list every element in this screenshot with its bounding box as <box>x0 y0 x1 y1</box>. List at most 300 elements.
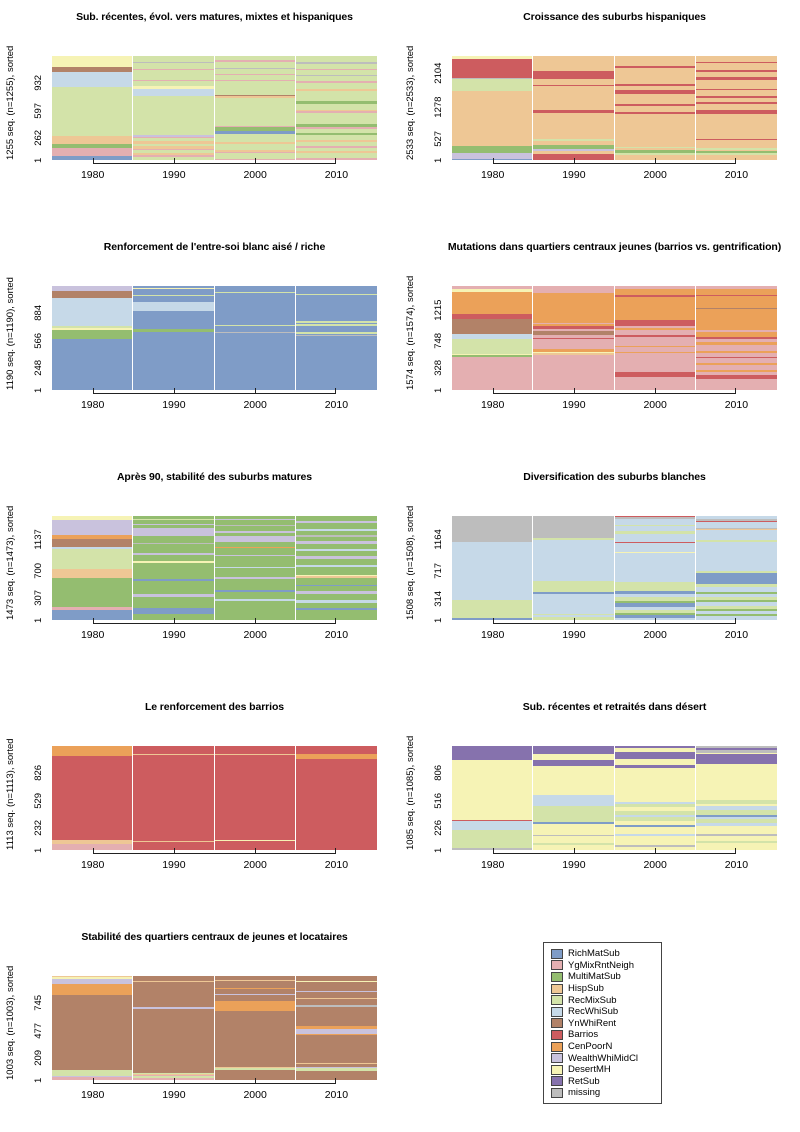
x-tick <box>735 388 736 393</box>
state-segment-YgMixRntNeigh <box>615 353 695 372</box>
state-segment-CenPoorN <box>452 292 532 314</box>
period-column-2010 <box>696 286 777 390</box>
y-tick-label: 1 <box>433 847 444 853</box>
state-segment-DesertMH <box>533 836 613 843</box>
legend-swatch-RetSub <box>551 1076 563 1086</box>
x-tick <box>574 618 575 623</box>
y-axis-label: 1085 seq. (n=1085), sorted <box>405 735 416 850</box>
state-segment-DesertMH <box>615 827 695 834</box>
legend-item <box>551 983 661 995</box>
sequence-plot-area <box>452 286 777 390</box>
x-tick <box>335 388 336 393</box>
x-tick-label: 2010 <box>324 859 349 871</box>
x-tick-label: 2010 <box>324 629 349 641</box>
y-tick-label: 745 <box>33 994 44 1011</box>
state-segment-MultiMatSub <box>215 556 295 566</box>
x-tick <box>735 848 736 853</box>
panel-3 <box>0 230 400 460</box>
state-segment-MultiMatSub <box>52 330 132 338</box>
state-segment-WealthWhiMidCl <box>52 520 132 535</box>
y-tick-label: 597 <box>33 102 44 119</box>
period-column-2010 <box>296 746 377 850</box>
y-tick-label: 529 <box>33 792 44 809</box>
x-tick <box>574 158 575 163</box>
state-segment-MultiMatSub <box>296 567 377 574</box>
state-segment-RecWhiSub <box>452 542 532 600</box>
state-segment-CenPoorN <box>696 309 777 330</box>
legend-box <box>543 942 662 1104</box>
y-tick-label: 328 <box>433 360 444 377</box>
state-segment-CenPoorN <box>215 1001 295 1010</box>
legend-label: DesertMH <box>568 1064 611 1076</box>
period-column-1980 <box>452 516 533 620</box>
x-tick <box>255 388 256 393</box>
state-segment-RecMixSub <box>452 79 532 92</box>
y-tick-label: 748 <box>433 332 444 349</box>
period-column-2000 <box>215 746 296 850</box>
y-tick-label: 1 <box>33 847 44 853</box>
state-segment-RecMixSub <box>452 600 532 618</box>
state-segment-YnWhiRent <box>452 319 532 334</box>
state-segment-RichMatSub <box>52 339 132 390</box>
sequence-plot-area <box>52 976 377 1080</box>
state-segment-RetSub <box>533 746 613 754</box>
legend-label: CenPoorN <box>568 1041 613 1053</box>
y-tick-label: 1 <box>33 1077 44 1083</box>
period-column-1990 <box>133 286 214 390</box>
x-tick-label: 1990 <box>162 169 186 181</box>
legend-swatch-CenPoorN <box>551 1042 563 1052</box>
y-axis-label: 1113 seq. (n=1113), sorted <box>5 738 16 850</box>
state-segment-RecWhiSub <box>533 540 613 581</box>
state-segment-DesertMH <box>533 824 613 835</box>
state-segment-RecWhiSub <box>615 553 695 582</box>
state-segment-Barrios <box>215 746 295 754</box>
state-segment-RetSub <box>615 752 695 759</box>
state-segment-YgMixRntNeigh <box>533 355 613 390</box>
panel-title: Croissance des suburbs hispaniques <box>523 11 706 23</box>
state-segment-WealthWhiMidCl <box>133 528 213 536</box>
y-axis-label: 1574 seq. (n=1574), sorted <box>405 275 416 390</box>
x-tick <box>655 618 656 623</box>
x-tick <box>174 388 175 393</box>
period-column-1980 <box>52 516 133 620</box>
sequence-plot-area <box>52 56 377 160</box>
period-column-2010 <box>296 56 377 160</box>
legend-swatch-Barrios <box>551 1030 563 1040</box>
state-segment-Barrios <box>452 59 532 78</box>
panel-title: Après 90, stabilité des suburbs matures <box>116 471 313 483</box>
y-tick-label: 1 <box>433 617 444 623</box>
legend-label: HispSub <box>568 983 604 995</box>
state-segment-RecWhiSub <box>52 72 132 87</box>
state-segment-RecWhiSub <box>133 302 213 311</box>
x-tick-label: 1980 <box>80 629 105 641</box>
state-segment-RichMatSub <box>133 311 213 329</box>
legend-item <box>551 971 661 983</box>
sequence-plot-area <box>52 286 377 390</box>
state-segment-Barrios <box>296 746 377 754</box>
sequence-plot-area <box>452 746 777 850</box>
y-axis-label: 1190 seq. (n=1190), sorted <box>5 277 16 390</box>
y-axis-label: 1508 seq. (n=1508), sorted <box>405 505 416 620</box>
x-tick-label: 1990 <box>162 1089 186 1101</box>
x-tick <box>493 388 494 393</box>
legend-label: RecWhiSub <box>568 1006 619 1018</box>
x-axis <box>93 618 337 624</box>
legend-label: RichMatSub <box>568 948 620 960</box>
state-segment-CenPoorN <box>533 293 613 323</box>
x-tick-label: 2000 <box>643 399 667 411</box>
period-column-1980 <box>452 746 533 850</box>
x-tick-label: 2000 <box>243 629 267 641</box>
y-tick-label: 1 <box>433 157 444 163</box>
x-tick-label: 2010 <box>724 399 749 411</box>
period-column-1980 <box>52 746 133 850</box>
x-tick-label: 2000 <box>643 859 667 871</box>
x-axis <box>93 848 337 854</box>
legend-label: YgMixRntNeigh <box>568 959 634 971</box>
y-tick-label: 248 <box>33 360 44 377</box>
y-tick-label: 232 <box>33 820 44 837</box>
state-segment-RecWhiSub <box>696 530 777 539</box>
period-column-2010 <box>296 286 377 390</box>
x-tick-label: 2010 <box>724 169 749 181</box>
y-tick-label: 307 <box>33 590 44 607</box>
x-tick <box>493 158 494 163</box>
x-tick <box>335 158 336 163</box>
legend-cell <box>400 920 800 1132</box>
x-tick <box>735 618 736 623</box>
y-tick-label: 477 <box>33 1022 44 1039</box>
panel-title: Diversification des suburbs blanches <box>523 471 706 483</box>
period-column-1990 <box>533 286 614 390</box>
state-segment-HispSub <box>696 80 777 89</box>
legend-item <box>551 1018 661 1030</box>
x-axis <box>93 388 337 394</box>
period-column-1980 <box>52 976 133 1080</box>
legend-swatch-missing <box>551 1088 563 1098</box>
y-tick-label: 806 <box>433 764 444 781</box>
state-segment-YgMixRntNeigh <box>52 148 132 156</box>
x-axis <box>93 1078 337 1084</box>
panel-5 <box>0 460 400 690</box>
x-tick-label: 2000 <box>643 629 667 641</box>
legend-item <box>551 1041 661 1053</box>
state-segment-RichMatSub <box>215 333 295 390</box>
state-segment-DesertMH <box>696 826 777 834</box>
x-tick <box>93 1078 94 1083</box>
state-segment-RecMixSub <box>533 806 613 822</box>
legend-item <box>551 960 661 972</box>
state-segment-RichMatSub <box>296 295 377 320</box>
state-segment-CenPoorN <box>696 296 777 308</box>
x-tick-label: 1980 <box>80 859 105 871</box>
state-segment-HispSub <box>696 140 777 148</box>
legend-item <box>551 1064 661 1076</box>
legend-swatch-RecWhiSub <box>551 1007 563 1017</box>
period-column-1980 <box>52 286 133 390</box>
period-column-2000 <box>615 56 696 160</box>
state-segment-HispSub <box>52 136 132 145</box>
x-tick <box>255 848 256 853</box>
x-tick <box>335 848 336 853</box>
state-segment-YnWhiRent <box>133 1009 213 1072</box>
state-segment-HispSub <box>533 56 613 71</box>
state-segment-YgMixRntNeigh <box>452 357 532 390</box>
state-segment-YgMixRntNeigh <box>533 339 613 349</box>
state-segment-MultiMatSub <box>215 568 295 576</box>
legend-item <box>551 994 661 1006</box>
state-segment-RecMixSub <box>296 113 377 124</box>
x-axis <box>493 388 737 394</box>
state-segment-RichMatSub <box>296 336 377 390</box>
panel-title: Sub. récentes, évol. vers matures, mixtes et hispaniques <box>76 11 353 23</box>
state-segment-YnWhiRent <box>296 1007 377 1027</box>
x-tick <box>255 1078 256 1083</box>
state-segment-RecMixSub <box>52 87 132 136</box>
legend-label: Barrios <box>568 1029 599 1041</box>
state-segment-CenPoorN <box>52 984 132 995</box>
x-tick <box>174 618 175 623</box>
state-segment-RichMatSub <box>133 332 213 390</box>
state-segment-MultiMatSub <box>133 581 213 594</box>
state-segment-RichMatSub <box>296 286 377 294</box>
state-segment-RecMixSub <box>215 81 295 95</box>
state-segment-RecWhiSub <box>615 534 695 541</box>
x-tick-label: 2000 <box>243 1089 267 1101</box>
y-tick-label: 314 <box>433 590 444 607</box>
state-segment-DesertMH <box>696 764 777 800</box>
x-tick <box>655 158 656 163</box>
y-tick-label: 209 <box>33 1050 44 1067</box>
state-segment-RecMixSub <box>52 549 132 569</box>
period-column-2010 <box>696 56 777 160</box>
x-axis <box>93 158 337 164</box>
state-segment-RecWhiSub <box>452 821 532 830</box>
state-segment-Barrios <box>133 746 213 754</box>
y-tick-label: 700 <box>33 562 44 579</box>
y-tick-label: 1 <box>33 157 44 163</box>
x-axis <box>493 618 737 624</box>
x-tick <box>574 388 575 393</box>
x-tick-label: 1980 <box>480 859 505 871</box>
x-tick-label: 1990 <box>562 859 586 871</box>
state-segment-RichMatSub <box>696 573 777 583</box>
y-tick-label: 516 <box>433 792 444 809</box>
x-tick-label: 1990 <box>162 399 186 411</box>
state-segment-MultiMatSub <box>452 146 532 153</box>
state-segment-MultiMatSub <box>215 579 295 591</box>
period-column-2000 <box>615 286 696 390</box>
legend-swatch-WealthWhiMidCl <box>551 1053 563 1063</box>
state-segment-DesertMH <box>52 56 132 67</box>
period-column-2010 <box>696 516 777 620</box>
state-segment-HispSub <box>696 114 777 138</box>
state-segment-YnWhiRent <box>296 1035 377 1062</box>
legend-label: WealthWhiMidCl <box>568 1052 639 1064</box>
state-segment-Barrios <box>133 755 213 841</box>
legend-item <box>551 1076 661 1088</box>
panel-title: Le renforcement des barrios <box>144 701 285 713</box>
period-column-1990 <box>133 56 214 160</box>
x-tick-label: 2000 <box>243 399 267 411</box>
x-tick-label: 1980 <box>80 169 105 181</box>
y-tick-label: 932 <box>33 74 44 91</box>
state-segment-DesertMH <box>615 768 695 802</box>
legend-label: missing <box>568 1087 601 1099</box>
x-tick <box>735 158 736 163</box>
period-column-2000 <box>215 286 296 390</box>
x-tick-label: 2000 <box>243 859 267 871</box>
x-tick-label: 1980 <box>480 169 505 181</box>
state-segment-YnWhiRent <box>52 995 132 1070</box>
state-segment-RecMixSub <box>296 91 377 101</box>
state-segment-missing <box>452 516 532 542</box>
state-segment-RecWhiSub <box>133 89 213 96</box>
y-tick-label: 1137 <box>33 529 44 550</box>
sequence-plot-area <box>452 56 777 160</box>
state-segment-YnWhiRent <box>52 539 132 547</box>
state-segment-RecMixSub <box>452 339 532 353</box>
state-segment-HispSub <box>533 86 613 110</box>
y-axis-label: 1003 seq. (n=1003), sorted <box>5 965 16 1080</box>
legend-swatch-RichMatSub <box>551 949 563 959</box>
y-tick-label: 1215 <box>433 299 444 321</box>
period-column-1980 <box>52 56 133 160</box>
x-tick <box>174 1078 175 1083</box>
state-segment-DesertMH <box>533 766 613 795</box>
x-tick-label: 1980 <box>480 629 505 641</box>
state-segment-RecMixSub <box>533 581 613 591</box>
legend-swatch-HispSub <box>551 984 563 994</box>
x-tick <box>493 618 494 623</box>
x-tick <box>93 618 94 623</box>
y-tick-label: 527 <box>433 130 444 147</box>
state-segment-CenPoorN <box>615 297 695 321</box>
legend-label: RecMixSub <box>568 994 617 1006</box>
state-segment-RecWhiSub <box>533 795 613 805</box>
state-segment-RecMixSub <box>215 134 295 141</box>
panel-4 <box>400 230 800 460</box>
x-tick <box>574 848 575 853</box>
period-column-2000 <box>215 516 296 620</box>
panel-title: Stabilité des quartiers centraux de jeunes et locataires <box>81 931 348 943</box>
state-segment-Barrios <box>52 756 132 840</box>
x-tick <box>255 618 256 623</box>
panel-title: Mutations dans quartiers centraux jeunes (barrios vs. gentrification) <box>447 241 782 253</box>
y-tick-label: 884 <box>33 304 44 321</box>
state-segment-Barrios <box>215 755 295 840</box>
legend-label: YnWhiRent <box>568 1017 617 1029</box>
period-column-1990 <box>133 746 214 850</box>
legend-swatch-YgMixRntNeigh <box>551 960 563 970</box>
state-segment-RecWhiSub <box>52 298 132 326</box>
panel-2 <box>400 0 800 230</box>
y-axis-label: 2533 seq. (n=2533), sorted <box>405 45 416 160</box>
legend-item <box>551 1052 661 1064</box>
sequence-plot-area <box>52 746 377 850</box>
state-segment-MultiMatSub <box>133 597 213 608</box>
state-segment-RecWhiSub <box>615 543 695 552</box>
panel-9 <box>0 920 400 1132</box>
x-tick-label: 1980 <box>80 1089 105 1101</box>
legend-swatch-RecMixSub <box>551 995 563 1005</box>
period-column-1990 <box>133 976 214 1080</box>
state-segment-Barrios <box>533 71 613 79</box>
state-segment-RetSub <box>696 754 777 764</box>
x-tick <box>335 618 336 623</box>
period-column-2010 <box>296 976 377 1080</box>
state-segment-RecMixSub <box>215 98 295 126</box>
panel-title: Renforcement de l'entre-soi blanc aisé / riche <box>103 241 326 253</box>
state-segment-YnWhiRent <box>296 982 377 991</box>
y-tick-label: 717 <box>433 562 444 579</box>
period-column-2010 <box>696 746 777 850</box>
x-tick-label: 2010 <box>324 169 349 181</box>
state-segment-DesertMH <box>615 836 695 845</box>
state-segment-CenPoorN <box>52 746 132 756</box>
x-tick-label: 2000 <box>643 169 667 181</box>
x-tick-label: 1990 <box>562 629 586 641</box>
state-segment-RecWhiSub <box>533 594 613 614</box>
x-tick-label: 1980 <box>480 399 505 411</box>
period-column-1980 <box>452 56 533 160</box>
period-column-2000 <box>615 746 696 850</box>
x-tick-label: 2010 <box>324 1089 349 1101</box>
state-segment-YnWhiRent <box>215 1011 295 1067</box>
state-segment-HispSub <box>615 68 695 84</box>
legend-item <box>551 1006 661 1018</box>
x-tick-label: 1980 <box>80 399 105 411</box>
state-segment-RecMixSub <box>133 96 213 135</box>
legend-label: RetSub <box>568 1075 600 1087</box>
period-column-2000 <box>215 56 296 160</box>
period-column-1990 <box>533 516 614 620</box>
y-tick-label: 1 <box>433 387 444 393</box>
panel-6 <box>400 460 800 690</box>
state-segment-MultiMatSub <box>133 563 213 579</box>
state-segment-HispSub <box>615 94 695 104</box>
x-tick <box>655 388 656 393</box>
x-tick-label: 2000 <box>243 169 267 181</box>
state-segment-RecMixSub <box>452 830 532 848</box>
x-tick <box>93 848 94 853</box>
state-segment-RecMixSub <box>133 70 213 80</box>
x-tick-label: 2010 <box>324 399 349 411</box>
x-tick-label: 1990 <box>162 629 186 641</box>
state-segment-DesertMH <box>452 760 532 821</box>
panel-8 <box>400 690 800 920</box>
period-column-2000 <box>215 976 296 1080</box>
x-tick <box>255 158 256 163</box>
y-tick-label: 262 <box>33 130 44 147</box>
x-tick <box>174 158 175 163</box>
legend-swatch-YnWhiRent <box>551 1018 563 1028</box>
x-tick <box>493 848 494 853</box>
legend-item <box>551 948 661 960</box>
state-segment-HispSub <box>52 569 132 577</box>
x-tick-label: 1990 <box>562 169 586 181</box>
x-tick-label: 1990 <box>562 399 586 411</box>
state-segment-HispSub <box>533 113 613 139</box>
x-tick <box>335 1078 336 1083</box>
state-segment-YnWhiRent <box>133 982 213 1007</box>
x-tick-label: 2010 <box>724 629 749 641</box>
state-segment-YgMixRntNeigh <box>533 286 613 293</box>
x-tick-label: 2010 <box>724 859 749 871</box>
y-tick-label: 1164 <box>433 529 444 550</box>
